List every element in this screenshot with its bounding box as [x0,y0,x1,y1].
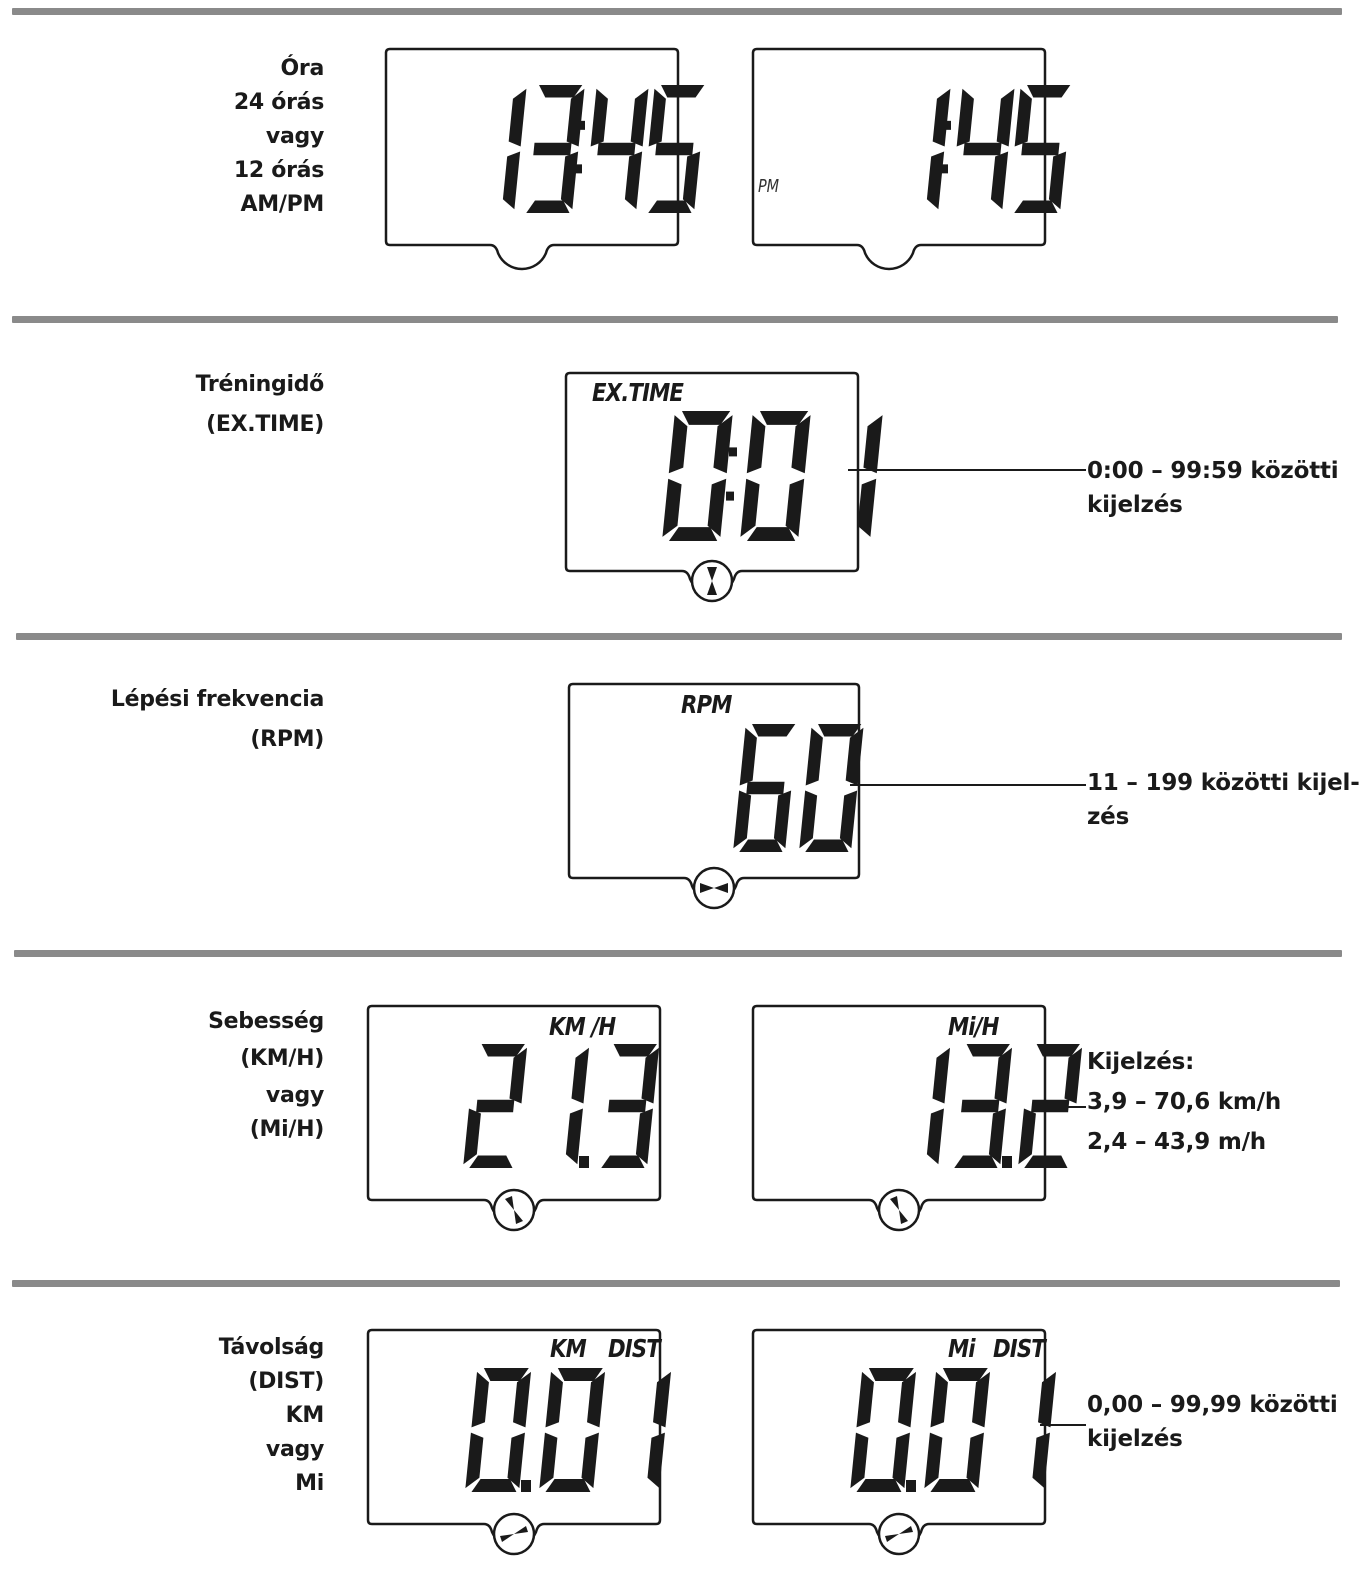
label-line: vagy [265,124,324,149]
distance-km-unit: KM [550,1334,586,1363]
clock-label [4,52,324,222]
lcd-segment [963,143,1001,155]
label-line: Távolság [218,1335,324,1360]
speed-mi-display [751,1004,1047,1236]
label-line: Óra [280,56,324,81]
lcd-segment [533,143,571,155]
distance-note [1087,1388,1338,1456]
lcd-colon [577,121,585,130]
note-line: 0,00 – 99,99 közötti [1087,1392,1338,1418]
indicator-icon [692,561,732,601]
lcd-colon [943,121,951,130]
clock-24h-display [384,47,680,281]
indicator-icon [694,868,734,908]
label-line: (DIST) [248,1369,324,1394]
label-line: vagy [265,1083,324,1108]
distance-km-tag: DIST [608,1334,660,1363]
lcd-segment [858,479,877,537]
clock-12h-display [751,47,1047,281]
section-divider [12,8,1342,15]
indicator-icon [494,1190,534,1230]
label-line: Lépési frekvencia [110,687,324,712]
label-line: KM [285,1403,324,1428]
speed-leader-line [1052,1106,1086,1108]
speed-km-display [366,1004,662,1236]
lcd-segment [476,1100,514,1112]
speed-km-tag: KM /H [549,1012,616,1041]
speed-label [4,1005,324,1147]
lcd-segment [683,151,700,209]
lcd-segment [961,1100,999,1112]
distance-leader-line [1040,1424,1086,1426]
note-line: 11 – 199 közötti kijel- [1087,770,1360,796]
label-line: AM/PM [240,192,324,217]
lcd-segment [863,415,882,473]
lcd-segment [1049,151,1066,209]
speed-mi-tag: Mi/H [948,1012,999,1041]
lcd-colon [940,164,948,173]
lcd-segment [1021,143,1059,155]
note-line: 3,9 – 70,6 km/h [1087,1089,1282,1115]
note-line: zés [1087,804,1130,830]
rpm-leader-line [850,784,1086,786]
label-line: Mi [295,1471,324,1496]
note-line: kijelzés [1087,492,1183,518]
lcd-colon [574,164,582,173]
note-line: 0:00 – 99:59 közötti [1087,458,1339,484]
speed-note [1087,1042,1281,1162]
extime-leader-line [848,469,1086,471]
section-divider [16,633,1342,640]
rpm-tag: RPM [681,690,732,719]
rpm-label [4,683,324,757]
lcd-decimal-point [521,1480,531,1492]
lcd-segment [661,85,704,97]
note-line: Kijelzés: [1087,1049,1195,1075]
label-line: (RPM) [250,727,324,752]
label-line: (KM/H) [240,1046,324,1071]
section-divider [14,950,1342,957]
label-line: (Mi/H) [249,1117,324,1142]
note-line: 2,4 – 43,9 m/h [1087,1129,1266,1155]
lcd-decimal-point [906,1480,916,1492]
lcd-segment [655,143,693,155]
lcd-decimal-point [1002,1156,1012,1168]
lcd-colon [729,447,737,456]
label-line: vagy [265,1437,324,1462]
extime-note [1087,454,1338,522]
note-line: kijelzés [1087,1426,1183,1452]
label-line: Tréningidő [195,372,324,397]
distance-label [4,1331,324,1501]
lcd-segment [608,1100,646,1112]
distance-mi-unit: Mi [948,1334,975,1363]
label-line: 24 órás [233,90,324,115]
section-divider [12,316,1338,323]
extime-tag: EX.TIME [592,378,684,407]
extime-label [4,368,324,442]
lcd-colon [726,492,734,501]
lcd-decimal-point [579,1156,589,1168]
lcd-segment [746,782,784,794]
lcd-segment [597,143,635,155]
pm-indicator: PM [758,176,780,197]
lcd-segment [1027,85,1070,97]
indicator-icon [879,1514,919,1554]
label-line: Sebesség [208,1009,324,1034]
label-line: (EX.TIME) [206,412,324,437]
indicator-icon [494,1514,534,1554]
label-line: 12 órás [233,158,324,183]
indicator-icon [879,1190,919,1230]
section-divider [12,1280,1340,1287]
rpm-note [1087,766,1360,834]
distance-mi-tag: DIST [993,1334,1045,1363]
